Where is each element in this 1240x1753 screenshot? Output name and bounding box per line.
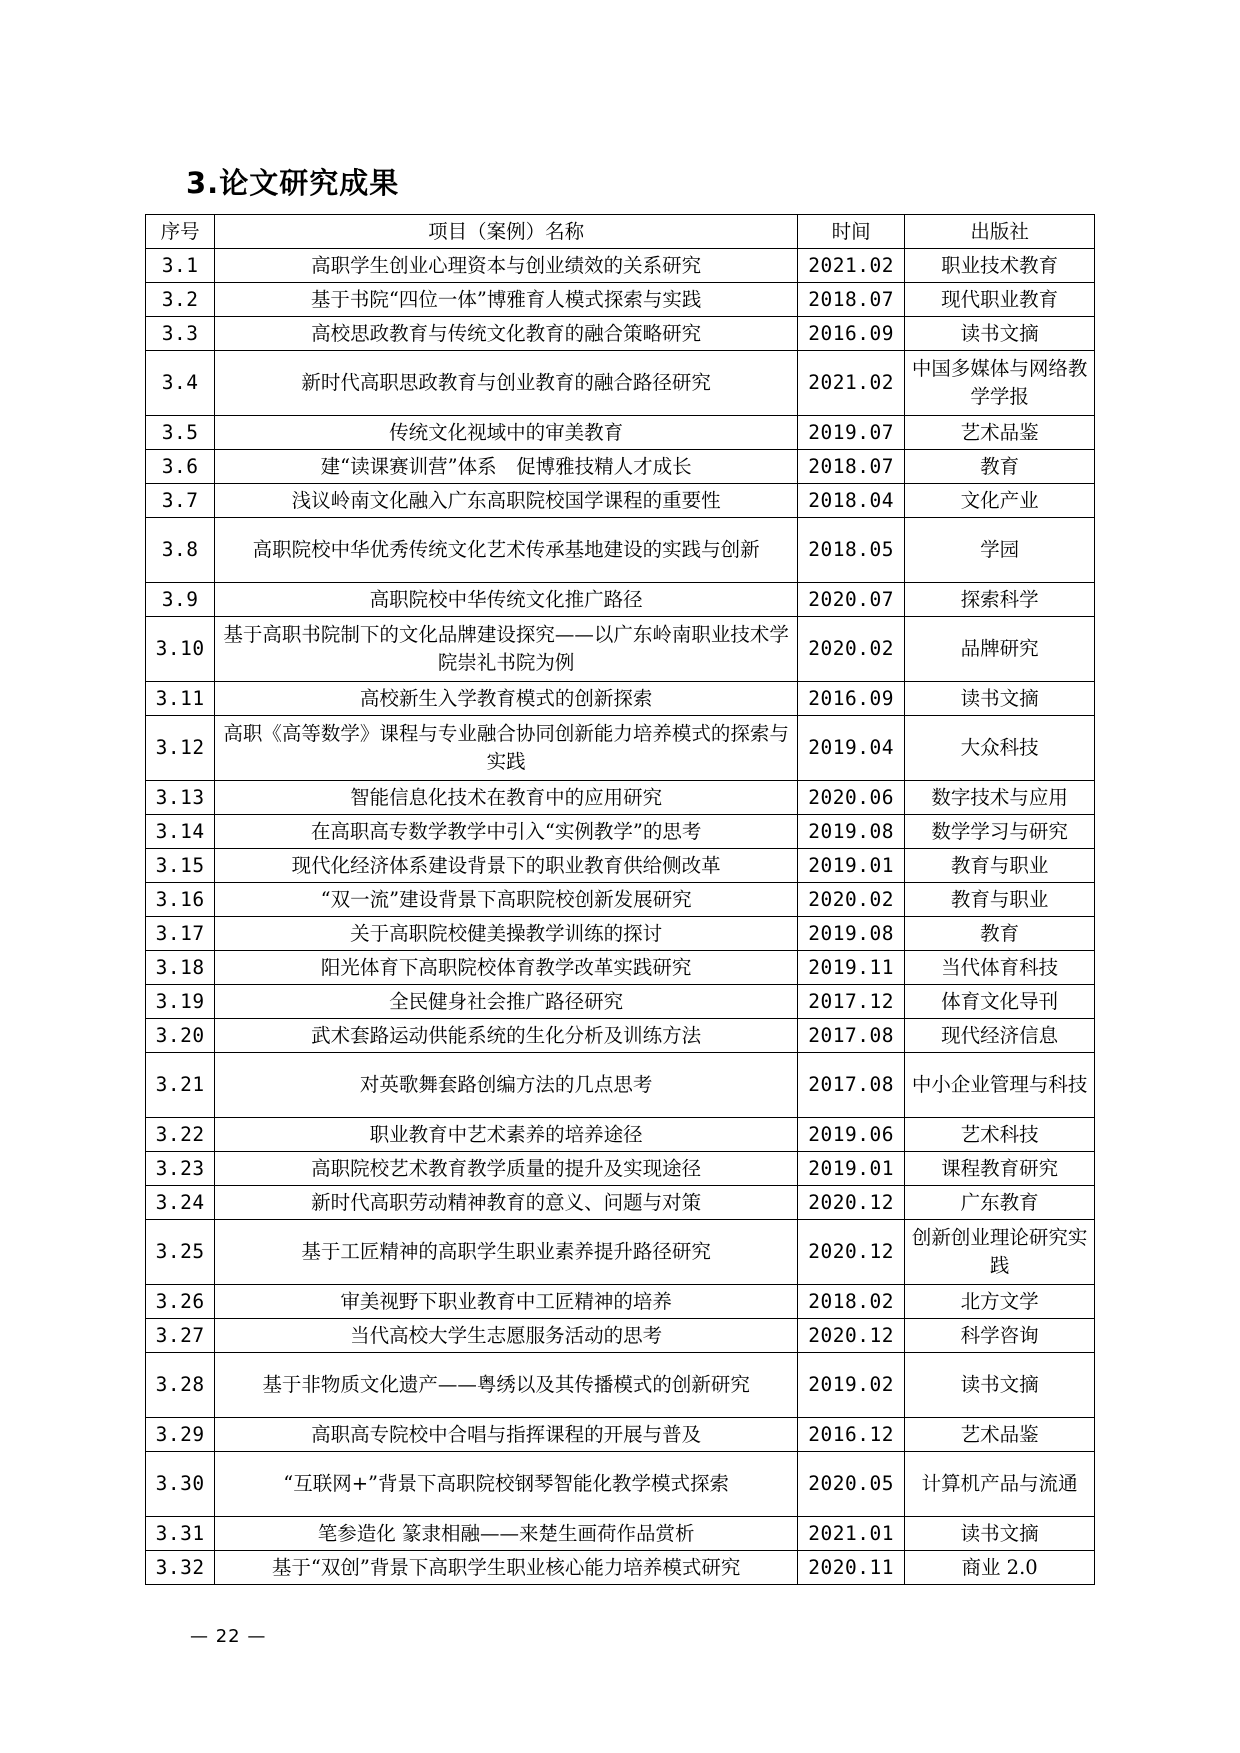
row-index: 3.4 [146, 351, 215, 416]
table-row [146, 1118, 1095, 1152]
row-title: 基于非物质文化遗产——粤绣以及其传播模式的创新研究 [215, 1353, 798, 1418]
table-row [146, 583, 1095, 617]
row-publisher: 读书文摘 [905, 317, 1095, 351]
table-row [146, 716, 1095, 781]
table-row [146, 1517, 1095, 1551]
row-title: 关于高职院校健美操教学训练的探讨 [215, 917, 798, 951]
row-title: 基于书院“四位一体”博雅育人模式探索与实践 [215, 283, 798, 317]
row-index: 3.19 [146, 985, 215, 1019]
table-row [146, 1452, 1095, 1517]
row-date: 2020.12 [798, 1319, 905, 1353]
row-publisher: 商业 2.0 [905, 1551, 1095, 1585]
row-index: 3.16 [146, 883, 215, 917]
row-title: 阳光体育下高职院校体育教学改革实践研究 [215, 951, 798, 985]
table-row [146, 951, 1095, 985]
row-index: 3.28 [146, 1353, 215, 1418]
row-publisher: 文化产业 [905, 484, 1095, 518]
row-index: 3.31 [146, 1517, 215, 1551]
row-date: 2021.02 [798, 351, 905, 416]
row-publisher: 探索科学 [905, 583, 1095, 617]
table-row [146, 1186, 1095, 1220]
table-row [146, 518, 1095, 583]
row-title: 智能信息化技术在教育中的应用研究 [215, 781, 798, 815]
table-row [146, 1551, 1095, 1585]
row-index: 3.32 [146, 1551, 215, 1585]
row-publisher: 品牌研究 [905, 617, 1095, 682]
row-publisher: 数字技术与应用 [905, 781, 1095, 815]
section-title: 3.论文研究成果 [186, 166, 400, 200]
row-publisher: 当代体育科技 [905, 951, 1095, 985]
row-date: 2017.08 [798, 1053, 905, 1118]
row-title: 基于高职书院制下的文化品牌建设探究——以广东岭南职业技术学院崇礼书院为例 [215, 617, 798, 682]
row-index: 3.10 [146, 617, 215, 682]
table-row [146, 1285, 1095, 1319]
row-title: 当代高校大学生志愿服务活动的思考 [215, 1319, 798, 1353]
row-title: 基于“双创”背景下高职学生职业核心能力培养模式研究 [215, 1551, 798, 1585]
row-date: 2019.02 [798, 1353, 905, 1418]
row-index: 3.1 [146, 249, 215, 283]
header-publisher: 出版社 [905, 215, 1095, 249]
table-row [146, 1019, 1095, 1053]
row-index: 3.21 [146, 1053, 215, 1118]
row-index: 3.22 [146, 1118, 215, 1152]
table-row [146, 317, 1095, 351]
row-publisher: 广东教育 [905, 1186, 1095, 1220]
row-title: 高职学生创业心理资本与创业绩效的关系研究 [215, 249, 798, 283]
row-index: 3.8 [146, 518, 215, 583]
row-index: 3.13 [146, 781, 215, 815]
row-title: 高校思政教育与传统文化教育的融合策略研究 [215, 317, 798, 351]
row-title: 在高职高专数学教学中引入“实例教学”的思考 [215, 815, 798, 849]
table-row [146, 781, 1095, 815]
row-date: 2018.07 [798, 450, 905, 484]
row-title: 高职院校中华传统文化推广路径 [215, 583, 798, 617]
table-header-row [146, 215, 1095, 249]
table-row [146, 1418, 1095, 1452]
row-publisher: 教育 [905, 917, 1095, 951]
row-date: 2016.09 [798, 682, 905, 716]
header-index: 序号 [146, 215, 215, 249]
table-row [146, 1353, 1095, 1418]
row-title: 高职《高等数学》课程与专业融合协同创新能力培养模式的探索与实践 [215, 716, 798, 781]
row-date: 2018.04 [798, 484, 905, 518]
row-title: 对英歌舞套路创编方法的几点思考 [215, 1053, 798, 1118]
row-date: 2019.06 [798, 1118, 905, 1152]
table-row [146, 682, 1095, 716]
row-date: 2020.02 [798, 617, 905, 682]
row-title: 基于工匠精神的高职学生职业素养提升路径研究 [215, 1220, 798, 1285]
page-number: — 22 — [190, 1626, 267, 1647]
row-index: 3.5 [146, 416, 215, 450]
row-index: 3.12 [146, 716, 215, 781]
row-index: 3.15 [146, 849, 215, 883]
row-publisher: 北方文学 [905, 1285, 1095, 1319]
row-date: 2021.02 [798, 249, 905, 283]
row-publisher: 大众科技 [905, 716, 1095, 781]
row-publisher: 读书文摘 [905, 1517, 1095, 1551]
row-title: 浅议岭南文化融入广东高职院校国学课程的重要性 [215, 484, 798, 518]
table-row [146, 1220, 1095, 1285]
papers-table [145, 214, 1095, 1585]
row-title: 现代化经济体系建设背景下的职业教育供给侧改革 [215, 849, 798, 883]
row-date: 2019.01 [798, 1152, 905, 1186]
row-index: 3.27 [146, 1319, 215, 1353]
row-index: 3.26 [146, 1285, 215, 1319]
row-index: 3.14 [146, 815, 215, 849]
row-title: 高校新生入学教育模式的创新探索 [215, 682, 798, 716]
row-title: 武术套路运动供能系统的生化分析及训练方法 [215, 1019, 798, 1053]
table-row [146, 249, 1095, 283]
header-title: 项目（案例）名称 [215, 215, 798, 249]
row-title: “互联网+”背景下高职院校钢琴智能化教学模式探索 [215, 1452, 798, 1517]
row-date: 2019.01 [798, 849, 905, 883]
row-publisher: 计算机产品与流通 [905, 1452, 1095, 1517]
row-index: 3.3 [146, 317, 215, 351]
row-publisher: 学园 [905, 518, 1095, 583]
table-row [146, 883, 1095, 917]
table-row [146, 351, 1095, 416]
table-row [146, 450, 1095, 484]
table-row [146, 1319, 1095, 1353]
table-row [146, 917, 1095, 951]
row-date: 2020.11 [798, 1551, 905, 1585]
row-publisher: 中国多媒体与网络教学学报 [905, 351, 1095, 416]
table-row [146, 1053, 1095, 1118]
row-date: 2020.12 [798, 1220, 905, 1285]
row-title: 高职院校中华优秀传统文化艺术传承基地建设的实践与创新 [215, 518, 798, 583]
row-index: 3.17 [146, 917, 215, 951]
row-index: 3.25 [146, 1220, 215, 1285]
row-publisher: 教育 [905, 450, 1095, 484]
row-publisher: 读书文摘 [905, 682, 1095, 716]
row-publisher: 中小企业管理与科技 [905, 1053, 1095, 1118]
row-date: 2020.12 [798, 1186, 905, 1220]
table-row [146, 815, 1095, 849]
row-title: 审美视野下职业教育中工匠精神的培养 [215, 1285, 798, 1319]
row-publisher: 教育与职业 [905, 849, 1095, 883]
row-publisher: 现代职业教育 [905, 283, 1095, 317]
row-title: 传统文化视域中的审美教育 [215, 416, 798, 450]
row-index: 3.9 [146, 583, 215, 617]
row-title: 笔参造化 篆隶相融——来楚生画荷作品赏析 [215, 1517, 798, 1551]
table-row [146, 416, 1095, 450]
row-title: 新时代高职劳动精神教育的意义、问题与对策 [215, 1186, 798, 1220]
row-date: 2019.04 [798, 716, 905, 781]
row-date: 2016.12 [798, 1418, 905, 1452]
row-date: 2019.08 [798, 815, 905, 849]
row-index: 3.18 [146, 951, 215, 985]
table-row [146, 484, 1095, 518]
row-publisher: 读书文摘 [905, 1353, 1095, 1418]
table-row [146, 849, 1095, 883]
row-date: 2016.09 [798, 317, 905, 351]
row-date: 2017.12 [798, 985, 905, 1019]
row-date: 2020.02 [798, 883, 905, 917]
row-publisher: 创新创业理论研究实践 [905, 1220, 1095, 1285]
row-index: 3.6 [146, 450, 215, 484]
table-row [146, 283, 1095, 317]
table-row [146, 985, 1095, 1019]
row-date: 2020.06 [798, 781, 905, 815]
row-index: 3.7 [146, 484, 215, 518]
row-date: 2019.07 [798, 416, 905, 450]
row-date: 2018.02 [798, 1285, 905, 1319]
table-row [146, 1152, 1095, 1186]
row-date: 2018.07 [798, 283, 905, 317]
row-title: 职业教育中艺术素养的培养途径 [215, 1118, 798, 1152]
row-index: 3.30 [146, 1452, 215, 1517]
row-title: 高职高专院校中合唱与指挥课程的开展与普及 [215, 1418, 798, 1452]
row-publisher: 职业技术教育 [905, 249, 1095, 283]
row-publisher: 艺术品鉴 [905, 1418, 1095, 1452]
row-publisher: 课程教育研究 [905, 1152, 1095, 1186]
row-index: 3.23 [146, 1152, 215, 1186]
row-index: 3.29 [146, 1418, 215, 1452]
table-row [146, 617, 1095, 682]
row-title: 全民健身社会推广路径研究 [215, 985, 798, 1019]
row-title: 高职院校艺术教育教学质量的提升及实现途径 [215, 1152, 798, 1186]
row-date: 2018.05 [798, 518, 905, 583]
row-index: 3.2 [146, 283, 215, 317]
row-publisher: 艺术品鉴 [905, 416, 1095, 450]
row-publisher: 艺术科技 [905, 1118, 1095, 1152]
row-index: 3.24 [146, 1186, 215, 1220]
row-index: 3.20 [146, 1019, 215, 1053]
row-date: 2019.11 [798, 951, 905, 985]
header-date: 时间 [798, 215, 905, 249]
row-index: 3.11 [146, 682, 215, 716]
row-publisher: 现代经济信息 [905, 1019, 1095, 1053]
row-date: 2020.05 [798, 1452, 905, 1517]
row-publisher: 体育文化导刊 [905, 985, 1095, 1019]
row-date: 2020.07 [798, 583, 905, 617]
row-title: 新时代高职思政教育与创业教育的融合路径研究 [215, 351, 798, 416]
row-publisher: 科学咨询 [905, 1319, 1095, 1353]
row-title: “双一流”建设背景下高职院校创新发展研究 [215, 883, 798, 917]
row-publisher: 数学学习与研究 [905, 815, 1095, 849]
row-publisher: 教育与职业 [905, 883, 1095, 917]
row-date: 2017.08 [798, 1019, 905, 1053]
row-title: 建“读课赛训营”体系 促博雅技精人才成长 [215, 450, 798, 484]
row-date: 2021.01 [798, 1517, 905, 1551]
row-date: 2019.08 [798, 917, 905, 951]
